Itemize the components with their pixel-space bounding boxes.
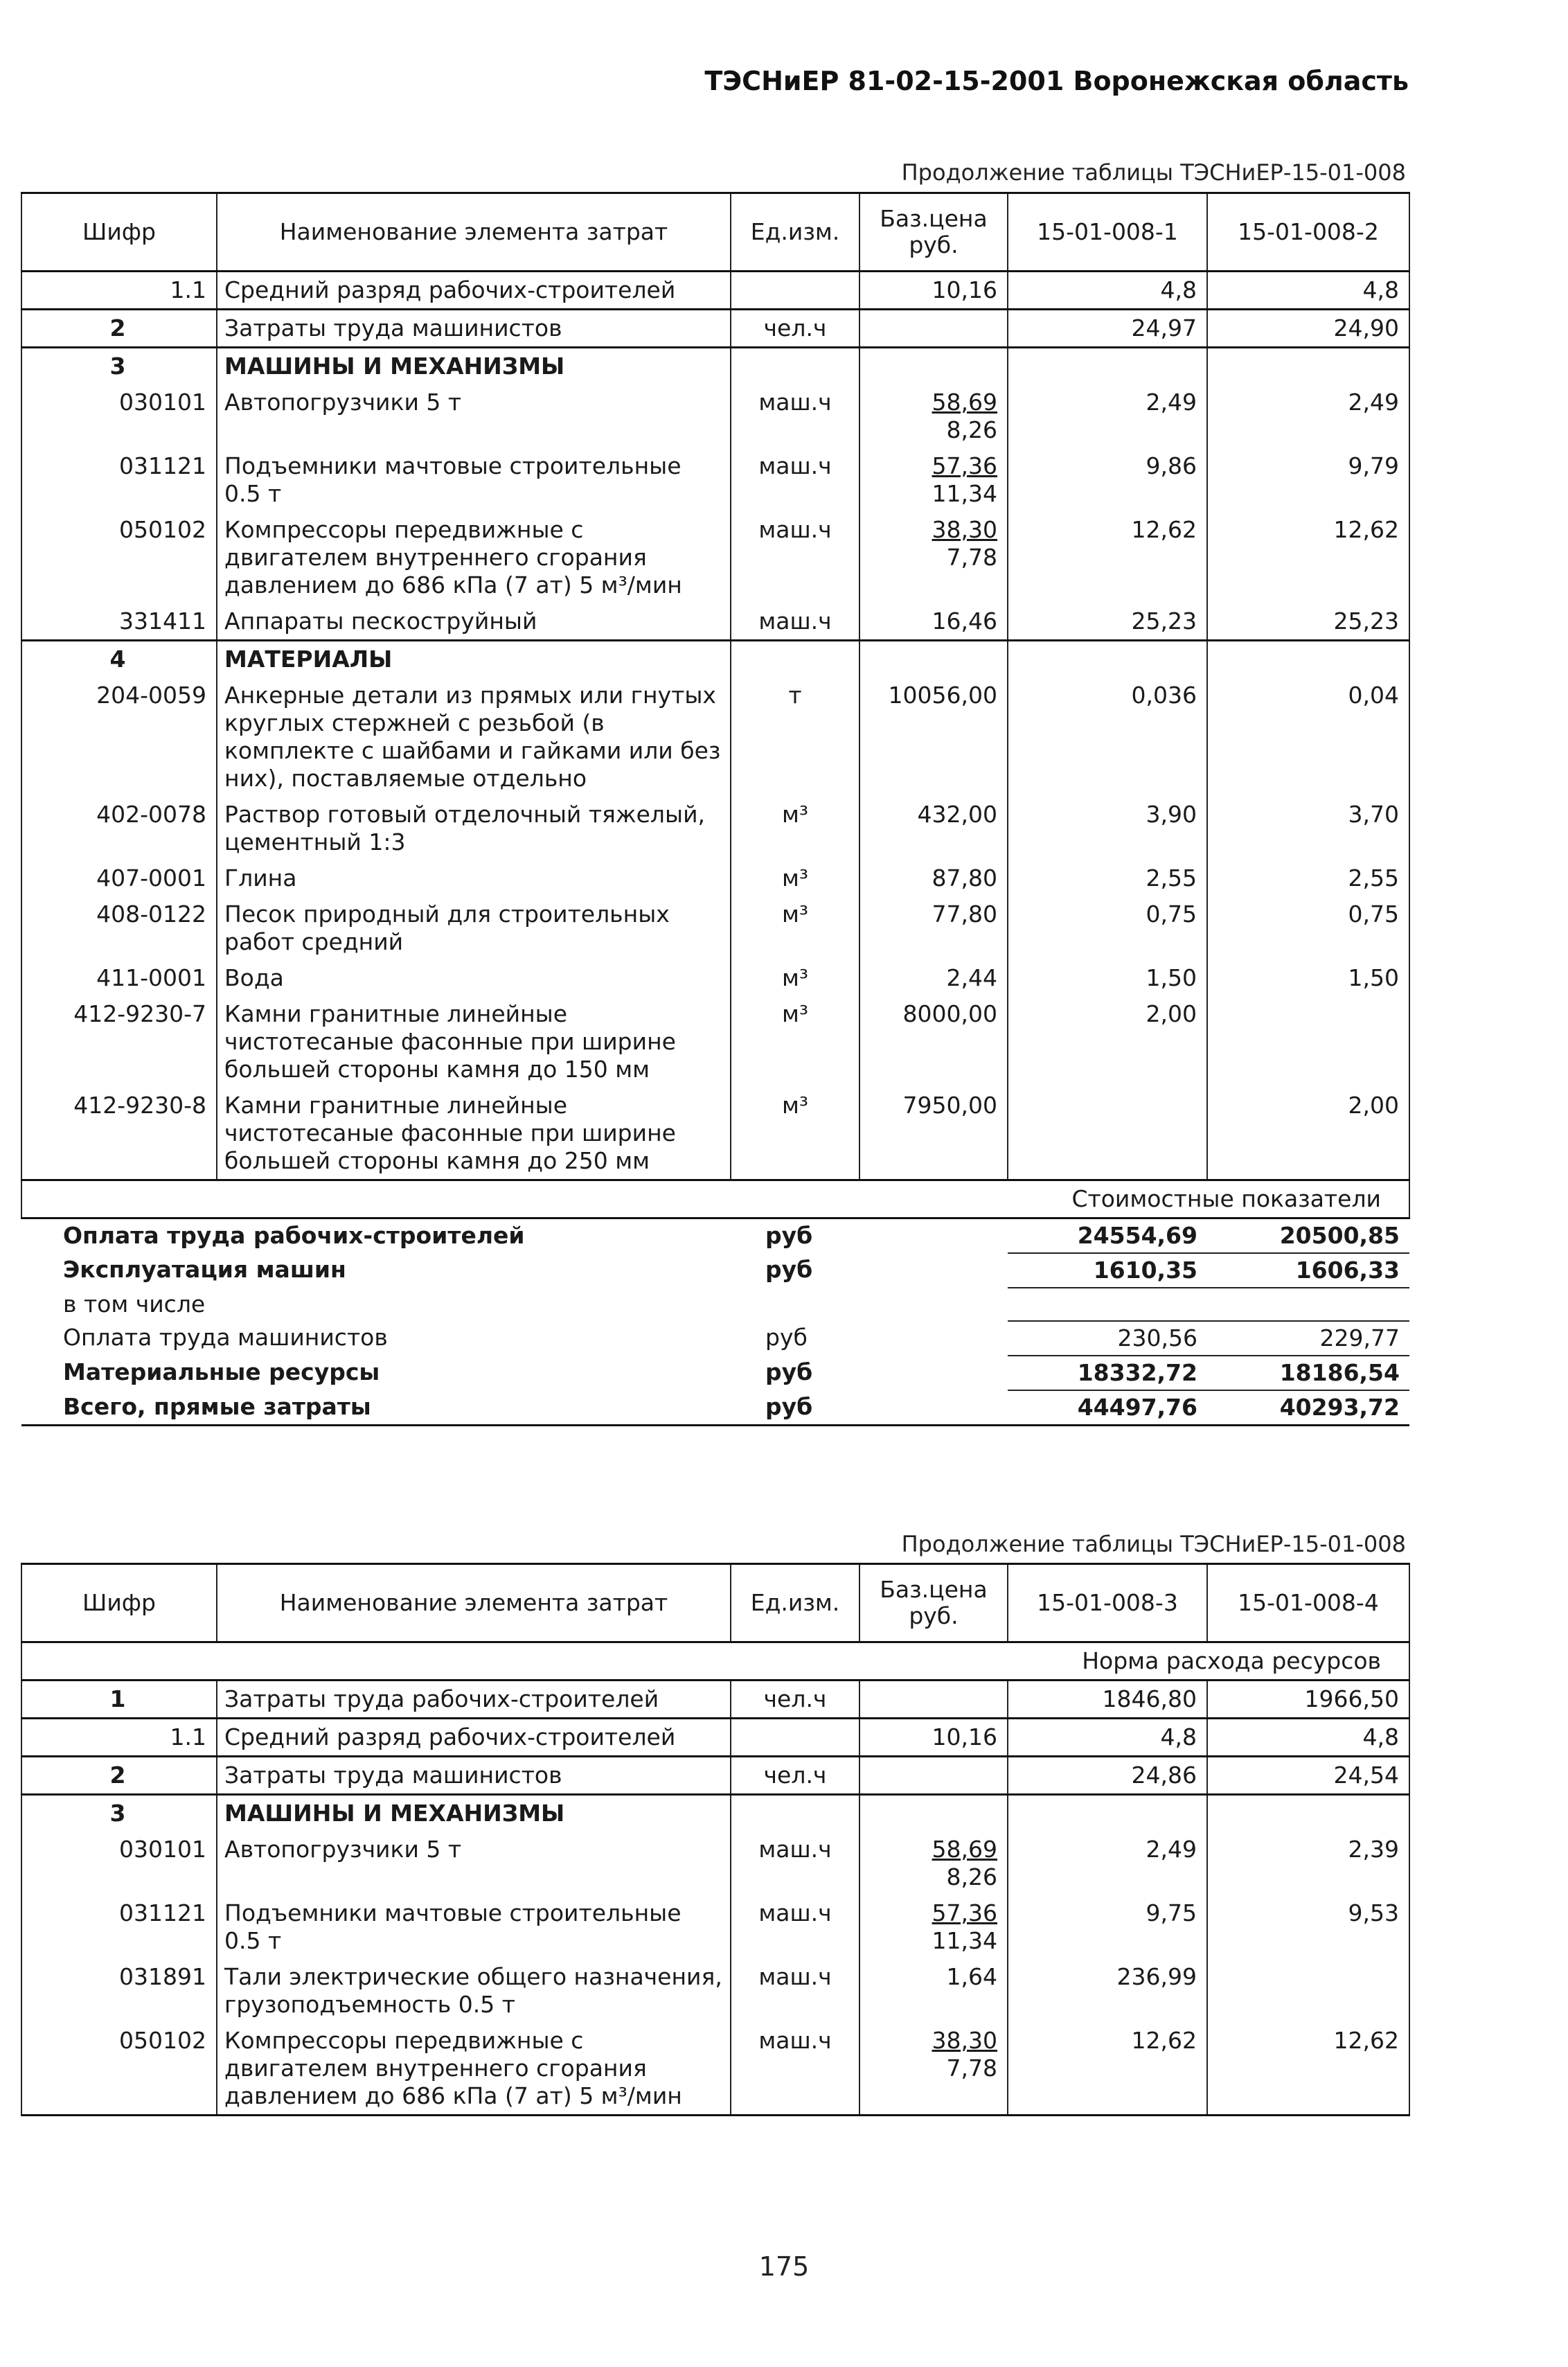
column-header: 15-01-008-1 bbox=[1008, 193, 1207, 272]
norm-value: 2,55 bbox=[1008, 860, 1207, 896]
resource-code: 050102 bbox=[21, 2023, 217, 2116]
norm-value: 9,75 bbox=[1008, 1895, 1207, 1959]
page-number: 175 bbox=[758, 2251, 810, 2282]
cost-row bbox=[21, 1321, 1409, 1356]
base-price-cell bbox=[859, 641, 1008, 678]
cost-spacer bbox=[859, 1321, 1008, 1356]
resource-name: Затраты труда машинистов bbox=[217, 310, 731, 348]
column-header: Наименование элемента затрат bbox=[217, 193, 731, 272]
table-row bbox=[21, 1681, 1409, 1719]
base-price-cell bbox=[859, 797, 1008, 860]
resource-code: 050102 bbox=[21, 512, 217, 603]
resource-name: Анкерные детали из прямых или гнутых круглых стержней с резьбой (в комплекте с шайбами и гайками или без них), поставляемые отдельно bbox=[217, 677, 731, 797]
norm-value: 2,49 bbox=[1008, 1832, 1207, 1895]
cost-spacer bbox=[859, 1288, 1008, 1321]
table1-caption: Продолжение таблицы ТЭСНиЕР-15-01-008 bbox=[901, 159, 1406, 186]
resource-code: 1 bbox=[21, 1681, 217, 1719]
base-price: 38,30 bbox=[932, 516, 997, 543]
norm-value: 9,53 bbox=[1207, 1895, 1409, 1959]
document-header: ТЭСНиЕР 81-02-15-2001 Воронежская область bbox=[704, 66, 1409, 96]
resource-code: 412-9230-8 bbox=[21, 1088, 217, 1180]
table-header-row bbox=[21, 193, 1409, 272]
norm-value: 1,50 bbox=[1008, 960, 1207, 996]
base-price-cell bbox=[859, 896, 1008, 960]
unit-of-measure: м³ bbox=[731, 960, 859, 996]
base-price-cell bbox=[859, 1795, 1008, 1832]
norm-value: 0,75 bbox=[1207, 896, 1409, 960]
table-row bbox=[21, 996, 1409, 1088]
norm-value: 0,04 bbox=[1207, 677, 1409, 797]
resource-name: Средний разряд рабочих-строителей bbox=[217, 1719, 731, 1757]
cost-value: 40293,72 bbox=[1207, 1390, 1409, 1426]
unit-of-measure: маш.ч bbox=[731, 448, 859, 512]
base-price: 10,16 bbox=[932, 276, 997, 303]
resource-code: 031121 bbox=[21, 1895, 217, 1959]
unit-of-measure: м³ bbox=[731, 860, 859, 896]
cost-spacer bbox=[859, 1218, 1008, 1254]
norm-value: 2,00 bbox=[1207, 1088, 1409, 1180]
resource-code: 411-0001 bbox=[21, 960, 217, 996]
cost-value: 229,77 bbox=[1207, 1321, 1409, 1356]
resource-name: Камни гранитные линейные чистотесаные фасонные при ширине большей стороны камня до 150 мм bbox=[217, 996, 731, 1088]
norm-value: 25,23 bbox=[1207, 603, 1409, 641]
norm-value: 24,97 bbox=[1008, 310, 1207, 348]
cost-value bbox=[1008, 1288, 1207, 1321]
resource-name: Камни гранитные линейные чистотесаные фасонные при ширине большей стороны камня до 250 мм bbox=[217, 1088, 731, 1180]
norm-value: 9,86 bbox=[1008, 448, 1207, 512]
base-price-cell bbox=[859, 272, 1008, 310]
cost-unit bbox=[731, 1288, 859, 1321]
cost-value: 24554,69 bbox=[1008, 1218, 1207, 1254]
base-price-cell bbox=[859, 1719, 1008, 1757]
base-price-cell bbox=[859, 1757, 1008, 1795]
resource-name: МАШИНЫ И МЕХАНИЗМЫ bbox=[217, 1795, 731, 1832]
unit-of-measure: маш.ч bbox=[731, 1832, 859, 1895]
resource-code: 331411 bbox=[21, 603, 217, 641]
section-header-row bbox=[21, 1180, 1409, 1218]
norm-value bbox=[1207, 1959, 1409, 2023]
unit-of-measure: т bbox=[731, 677, 859, 797]
base-price-cell bbox=[859, 310, 1008, 348]
unit-of-measure bbox=[731, 348, 859, 385]
resource-name: Подъемники мачтовые строительные 0.5 т bbox=[217, 448, 731, 512]
base-price-cell bbox=[859, 2023, 1008, 2116]
norm-value: 1966,50 bbox=[1207, 1681, 1409, 1719]
norm-value: 1,50 bbox=[1207, 960, 1409, 996]
unit-of-measure: маш.ч bbox=[731, 603, 859, 641]
cost-unit: руб bbox=[765, 1358, 813, 1385]
base-price-wages: 11,34 bbox=[932, 1927, 997, 1954]
resource-name: Глина bbox=[217, 860, 731, 896]
resource-code: 412-9230-7 bbox=[21, 996, 217, 1088]
norm-value: 236,99 bbox=[1008, 1959, 1207, 2023]
resource-code: 2 bbox=[21, 1757, 217, 1795]
resource-name: МАТЕРИАЛЫ bbox=[217, 641, 731, 678]
base-price: 432,00 bbox=[917, 801, 997, 828]
resource-code: 3 bbox=[21, 1795, 217, 1832]
base-price-cell bbox=[859, 996, 1008, 1088]
base-price-cell bbox=[859, 603, 1008, 641]
resource-name: Автопогрузчики 5 т bbox=[217, 1832, 731, 1895]
norm-value: 12,62 bbox=[1207, 2023, 1409, 2116]
resource-code: 2 bbox=[21, 310, 217, 348]
norm-value: 12,62 bbox=[1008, 2023, 1207, 2116]
base-price: 58,69 bbox=[932, 389, 997, 416]
table-row bbox=[21, 1088, 1409, 1180]
base-price-cell bbox=[859, 677, 1008, 797]
norm-value: 25,23 bbox=[1008, 603, 1207, 641]
table-row bbox=[21, 2023, 1409, 2116]
cost-value bbox=[1207, 1288, 1409, 1321]
cost-value: 1610,35 bbox=[1008, 1253, 1207, 1288]
resource-code: 4 bbox=[21, 641, 217, 678]
norm-value: 9,79 bbox=[1207, 448, 1409, 512]
norm-value bbox=[1207, 996, 1409, 1088]
norm-value bbox=[1207, 641, 1409, 678]
base-price-cell bbox=[859, 1681, 1008, 1719]
resource-name: Подъемники мачтовые строительные 0.5 т bbox=[217, 1895, 731, 1959]
norm-value: 24,54 bbox=[1207, 1757, 1409, 1795]
resource-name: Затраты труда рабочих-строителей bbox=[217, 1681, 731, 1719]
resource-code: 402-0078 bbox=[21, 797, 217, 860]
unit-of-measure: м³ bbox=[731, 797, 859, 860]
table-header-row bbox=[21, 1564, 1409, 1642]
cost-label: Всего, прямые затраты bbox=[21, 1390, 731, 1426]
base-price-cell bbox=[859, 512, 1008, 603]
column-header: 15-01-008-4 bbox=[1207, 1564, 1409, 1642]
cost-value: 44497,76 bbox=[1008, 1390, 1207, 1426]
column-header: Наименование элемента затрат bbox=[217, 1564, 731, 1642]
resource-code: 204-0059 bbox=[21, 677, 217, 797]
norm-value: 2,00 bbox=[1008, 996, 1207, 1088]
cost-unit: руб bbox=[731, 1218, 859, 1254]
resource-code: 030101 bbox=[21, 384, 217, 448]
base-price-cell bbox=[859, 860, 1008, 896]
cost-label: Эксплуатация машин bbox=[63, 1256, 346, 1283]
norm-value: 2,55 bbox=[1207, 860, 1409, 896]
base-price: 1,64 bbox=[946, 1963, 997, 1990]
table-row bbox=[21, 310, 1409, 348]
column-header: Ед.изм. bbox=[731, 193, 859, 272]
norm-value: 2,39 bbox=[1207, 1832, 1409, 1895]
norm-value bbox=[1207, 1795, 1409, 1832]
norm-header: Норма расхода ресурсов bbox=[21, 1642, 1409, 1681]
unit-of-measure: чел.ч bbox=[731, 1681, 859, 1719]
base-price-cell bbox=[859, 960, 1008, 996]
base-price-cell bbox=[859, 348, 1008, 385]
base-price: 16,46 bbox=[932, 608, 997, 635]
table-row bbox=[21, 1832, 1409, 1895]
table-row bbox=[21, 348, 1409, 385]
base-price-wages: 8,26 bbox=[946, 416, 997, 443]
base-price: 2,44 bbox=[946, 964, 997, 991]
base-price-cell bbox=[859, 1895, 1008, 1959]
cost-spacer bbox=[859, 1253, 1008, 1288]
norm-value: 24,86 bbox=[1008, 1757, 1207, 1795]
base-price: 87,80 bbox=[932, 865, 997, 892]
resource-code: 407-0001 bbox=[21, 860, 217, 896]
unit-of-measure bbox=[731, 1795, 859, 1832]
base-price-cell bbox=[859, 1832, 1008, 1895]
base-price: 38,30 bbox=[932, 2027, 997, 2054]
unit-of-measure bbox=[731, 272, 859, 310]
cost-value: 230,56 bbox=[1008, 1321, 1207, 1356]
norm-value: 4,8 bbox=[1207, 272, 1409, 310]
table-row bbox=[21, 960, 1409, 996]
base-price: 77,80 bbox=[932, 901, 997, 928]
table-row bbox=[21, 448, 1409, 512]
table2-caption: Продолжение таблицы ТЭСНиЕР-15-01-008 bbox=[901, 1531, 1406, 1557]
resource-table-2 bbox=[21, 1563, 1410, 2116]
column-header: 15-01-008-3 bbox=[1008, 1564, 1207, 1642]
norm-value bbox=[1008, 1795, 1207, 1832]
base-price-wages: 8,26 bbox=[946, 1863, 997, 1890]
unit-of-measure: маш.ч bbox=[731, 1895, 859, 1959]
norm-value: 4,8 bbox=[1207, 1719, 1409, 1757]
unit-of-measure: м³ bbox=[731, 996, 859, 1088]
base-price-wages: 11,34 bbox=[932, 480, 997, 507]
unit-of-measure bbox=[731, 641, 859, 678]
cost-value: 20500,85 bbox=[1207, 1218, 1409, 1254]
cost-header: Стоимостные показатели bbox=[21, 1180, 1409, 1218]
norm-value: 2,49 bbox=[1207, 384, 1409, 448]
base-price-cell bbox=[859, 1959, 1008, 2023]
resource-name: Компрессоры передвижные с двигателем внутреннего сгорания давлением до 686 кПа (7 ат) 5 м³/мин bbox=[217, 2023, 731, 2116]
unit-of-measure bbox=[731, 1719, 859, 1757]
cost-row bbox=[21, 1218, 1409, 1254]
resource-code: 1.1 bbox=[21, 1719, 217, 1757]
table-row bbox=[21, 384, 1409, 448]
resource-name: Затраты труда машинистов bbox=[217, 1757, 731, 1795]
cost-label: в том числе bbox=[63, 1291, 206, 1318]
cost-value: 18332,72 bbox=[1008, 1356, 1207, 1390]
base-price-wages: 7,78 bbox=[946, 544, 997, 571]
table-row bbox=[21, 1895, 1409, 1959]
norm-value bbox=[1207, 348, 1409, 385]
unit-of-measure: маш.ч bbox=[731, 2023, 859, 2116]
base-price: 57,36 bbox=[932, 452, 997, 479]
resource-name: Песок природный для строительных работ средний bbox=[217, 896, 731, 960]
norm-value: 12,62 bbox=[1207, 512, 1409, 603]
resource-name: Тали электрические общего назначения, грузоподъемность 0.5 т bbox=[217, 1959, 731, 2023]
table-row bbox=[21, 797, 1409, 860]
base-price: 57,36 bbox=[932, 1899, 997, 1926]
unit-of-measure: маш.ч bbox=[731, 512, 859, 603]
cost-row bbox=[21, 1356, 1409, 1390]
table-row bbox=[21, 1795, 1409, 1832]
table-row bbox=[21, 1719, 1409, 1757]
unit-of-measure: м³ bbox=[731, 896, 859, 960]
cost-unit: руб bbox=[765, 1324, 808, 1351]
resource-code: 408-0122 bbox=[21, 896, 217, 960]
base-price-cell bbox=[859, 448, 1008, 512]
base-price: 7950,00 bbox=[902, 1092, 997, 1119]
table-row bbox=[21, 272, 1409, 310]
norm-value: 0,036 bbox=[1008, 677, 1207, 797]
norm-value bbox=[1008, 348, 1207, 385]
resource-name: Аппараты пескоструйный bbox=[217, 603, 731, 641]
base-price-cell bbox=[859, 384, 1008, 448]
norm-value: 12,62 bbox=[1008, 512, 1207, 603]
cost-spacer bbox=[859, 1356, 1008, 1390]
cost-label: Оплата труда рабочих-строителей bbox=[21, 1218, 731, 1254]
norm-value: 2,49 bbox=[1008, 384, 1207, 448]
cost-spacer bbox=[859, 1390, 1008, 1426]
resource-name: МАШИНЫ И МЕХАНИЗМЫ bbox=[217, 348, 731, 385]
base-price: 10,16 bbox=[932, 1723, 997, 1750]
norm-value: 1846,80 bbox=[1008, 1681, 1207, 1719]
base-price-wages: 7,78 bbox=[946, 2055, 997, 2082]
column-header: Шифр bbox=[21, 1564, 217, 1642]
cost-row bbox=[21, 1288, 1409, 1321]
norm-value: 4,8 bbox=[1008, 272, 1207, 310]
resource-name: Средний разряд рабочих-строителей bbox=[217, 272, 731, 310]
norm-value: 0,75 bbox=[1008, 896, 1207, 960]
column-header: Ед.изм. bbox=[731, 1564, 859, 1642]
cost-row bbox=[21, 1390, 1409, 1426]
table-row bbox=[21, 1757, 1409, 1795]
cost-unit: руб bbox=[731, 1390, 859, 1426]
base-price: 58,69 bbox=[932, 1836, 997, 1863]
cost-label: Материальные ресурсы bbox=[63, 1358, 380, 1385]
resource-code: 030101 bbox=[21, 1832, 217, 1895]
unit-of-measure: чел.ч bbox=[731, 310, 859, 348]
resource-name: Автопогрузчики 5 т bbox=[217, 384, 731, 448]
norm-value: 3,90 bbox=[1008, 797, 1207, 860]
table-row bbox=[21, 896, 1409, 960]
resource-code: 1.1 bbox=[21, 272, 217, 310]
table-row bbox=[21, 1959, 1409, 2023]
base-price-cell bbox=[859, 1088, 1008, 1180]
unit-of-measure: чел.ч bbox=[731, 1757, 859, 1795]
unit-of-measure: маш.ч bbox=[731, 384, 859, 448]
unit-of-measure: м³ bbox=[731, 1088, 859, 1180]
norm-value: 3,70 bbox=[1207, 797, 1409, 860]
norm-value bbox=[1008, 1088, 1207, 1180]
column-header: Баз.цена руб. bbox=[859, 193, 1008, 272]
column-header: Баз.цена руб. bbox=[859, 1564, 1008, 1642]
norm-value bbox=[1008, 641, 1207, 678]
cost-label: Оплата труда машинистов bbox=[63, 1324, 388, 1351]
resource-code: 031891 bbox=[21, 1959, 217, 2023]
cost-unit: руб bbox=[765, 1256, 813, 1283]
norm-value: 4,8 bbox=[1008, 1719, 1207, 1757]
table-row bbox=[21, 677, 1409, 797]
resource-name: Компрессоры передвижные с двигателем внутреннего сгорания давлением до 686 кПа (7 ат) 5 м³/мин bbox=[217, 512, 731, 603]
column-header: Шифр bbox=[21, 193, 217, 272]
base-price: 10056,00 bbox=[888, 682, 997, 709]
resource-table-1 bbox=[21, 192, 1410, 1426]
cost-value: 18186,54 bbox=[1207, 1356, 1409, 1390]
resource-name: Вода bbox=[217, 960, 731, 996]
cost-value: 1606,33 bbox=[1207, 1253, 1409, 1288]
unit-of-measure: маш.ч bbox=[731, 1959, 859, 2023]
column-header: 15-01-008-2 bbox=[1207, 193, 1409, 272]
resource-code: 3 bbox=[21, 348, 217, 385]
cost-row bbox=[21, 1253, 1409, 1288]
section-header-row bbox=[21, 1642, 1409, 1681]
table-row bbox=[21, 641, 1409, 678]
table-row bbox=[21, 860, 1409, 896]
base-price: 8000,00 bbox=[902, 1000, 997, 1027]
table-row bbox=[21, 512, 1409, 603]
table-row bbox=[21, 603, 1409, 641]
resource-code: 031121 bbox=[21, 448, 217, 512]
resource-name: Раствор готовый отделочный тяжелый, цементный 1:3 bbox=[217, 797, 731, 860]
norm-value: 24,90 bbox=[1207, 310, 1409, 348]
